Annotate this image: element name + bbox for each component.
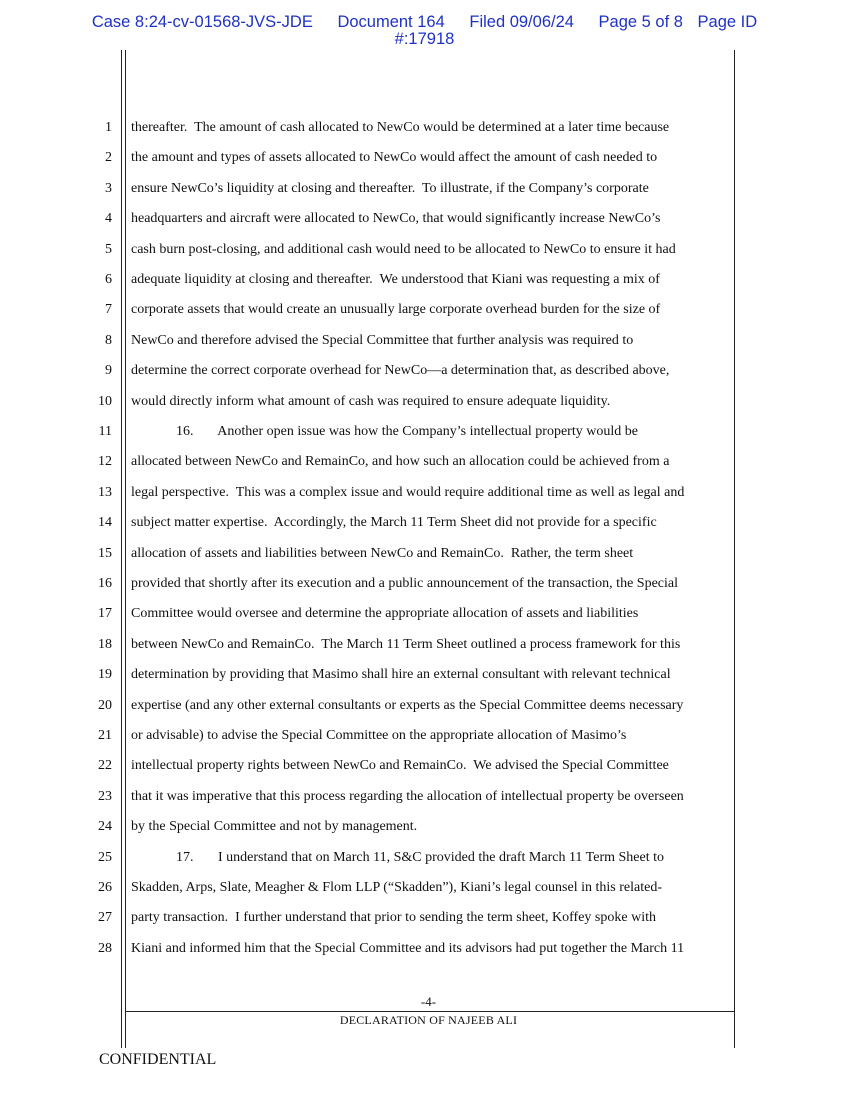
- body-line: party transaction. I further understand that prior to sending the term sheet, Koffey spoke with: [131, 910, 656, 926]
- body-line: cash burn post-closing, and additional cash would need to be allocated to NewCo to ensure it had: [131, 241, 676, 257]
- line-number: 14: [98, 515, 112, 531]
- body-line: expertise (and any other external consultants or experts as the Special Committee deems necessary: [131, 697, 684, 713]
- line-number: 27: [98, 910, 112, 926]
- page-id-label: Page ID: [697, 13, 758, 31]
- body-line: Skadden, Arps, Slate, Meagher & Flom LLP (“Skadden”), Kiani’s legal counsel in this related-: [131, 880, 662, 895]
- line-number: 21: [98, 728, 112, 743]
- line-number: 8: [105, 332, 112, 348]
- body-line: NewCo and therefore advised the Special Committee that further analysis was required to: [131, 332, 634, 348]
- body-line: 16. Another open issue was how the Company’s intellectual property would be: [176, 424, 638, 439]
- body-line: allocation of assets and liabilities between NewCo and RemainCo. Rather, the term sheet: [131, 545, 634, 561]
- body-line: allocated between NewCo and RemainCo, and how such an allocation could be achieved from a: [131, 454, 670, 470]
- line-number: 1: [105, 120, 112, 135]
- line-number: 13: [98, 484, 112, 500]
- left-margin-rule-outer: [121, 50, 122, 1048]
- page-count: Page 5 of 8: [598, 13, 683, 31]
- body-line: subject matter expertise. Accordingly, the March 11 Term Sheet did not provide for a specific: [131, 515, 657, 531]
- left-margin-rule-inner: [125, 50, 126, 1048]
- right-margin-rule: [734, 50, 735, 1048]
- body-line: ensure NewCo’s liquidity at closing and thereafter. To illustrate, if the Company’s corporate: [131, 180, 649, 196]
- body-line: between NewCo and RemainCo. The March 11 Term Sheet outlined a process framework for this: [131, 636, 681, 652]
- body-line: headquarters and aircraft were allocated to NewCo, that would significantly increase NewCo’s: [131, 211, 661, 227]
- line-number: 3: [105, 180, 112, 196]
- line-number: 24: [98, 819, 112, 835]
- footer-title: DECLARATION OF NAJEEB ALI: [339, 1013, 518, 1027]
- case-number: Case 8:24-cv-01568-JVS-JDE: [91, 13, 313, 31]
- body-line: or advisable) to advise the Special Committee on the appropriate allocation of Masimo’s: [131, 728, 627, 743]
- line-number: 20: [98, 697, 112, 713]
- line-number: 28: [98, 940, 112, 956]
- body-line: legal perspective. This was a complex issue and would require additional time as well as legal and: [131, 484, 685, 500]
- filed-date: Filed 09/06/24: [469, 13, 574, 31]
- body-line: determine the correct corporate overhead for NewCo—a determination that, as described above,: [131, 363, 670, 379]
- footer-page-number: -4-: [420, 994, 437, 1009]
- line-number: 6: [105, 272, 112, 287]
- line-number: 10: [98, 393, 112, 409]
- body-line: the amount and types of assets allocated to NewCo would affect the amount of cash needed to: [131, 150, 658, 166]
- footer-rule: [125, 1011, 734, 1012]
- body-line: by the Special Committee and not by management.: [131, 819, 418, 835]
- line-number: 23: [98, 788, 112, 804]
- body-line: adequate liquidity at closing and thereafter. We understood that Kiani was requesting a mix of: [131, 272, 660, 287]
- body-line: Kiani and informed him that the Special Committee and its advisors had put together the March 11: [131, 940, 685, 956]
- confidential-label: CONFIDENTIAL: [99, 1051, 217, 1068]
- body-line: intellectual property rights between NewCo and RemainCo. We advised the Special Committee: [131, 758, 669, 774]
- line-number: 19: [98, 667, 112, 683]
- line-number: 5: [105, 241, 112, 257]
- line-number: 25: [98, 849, 112, 865]
- line-number: 16: [98, 576, 112, 591]
- body-line: that it was imperative that this process regarding the allocation of intellectual property be overseen: [131, 788, 684, 804]
- line-number: 17: [98, 606, 112, 622]
- line-number: 2: [105, 150, 112, 166]
- body-line: determination by providing that Masimo shall hire an external consultant with relevant technical: [131, 667, 671, 683]
- line-number: 26: [98, 880, 112, 895]
- document-number: Document 164: [337, 13, 445, 31]
- line-number: 7: [105, 302, 112, 318]
- body-line: Committee would oversee and determine the appropriate allocation of assets and liabilities: [131, 606, 639, 622]
- line-number: 22: [98, 758, 112, 774]
- line-number: 11: [98, 424, 112, 439]
- line-number: 18: [98, 636, 112, 652]
- page-id: #:17918: [394, 30, 455, 48]
- body-line: would directly inform what amount of cash was required to ensure adequate liquidity.: [131, 393, 611, 409]
- body-line: corporate assets that would create an unusually large corporate overhead burden for the size of: [131, 302, 661, 318]
- body-line: provided that shortly after its execution and a public announcement of the transaction, the Special: [131, 576, 678, 591]
- body-line: 17. I understand that on March 11, S&C provided the draft March 11 Term Sheet to: [176, 849, 665, 865]
- line-number: 9: [105, 363, 112, 379]
- line-number: 4: [105, 211, 112, 227]
- line-number: 15: [98, 545, 112, 561]
- case-header: [0, 14, 849, 48]
- line-number: 12: [98, 454, 112, 470]
- body-line: thereafter. The amount of cash allocated to NewCo would be determined at a later time because: [131, 120, 670, 135]
